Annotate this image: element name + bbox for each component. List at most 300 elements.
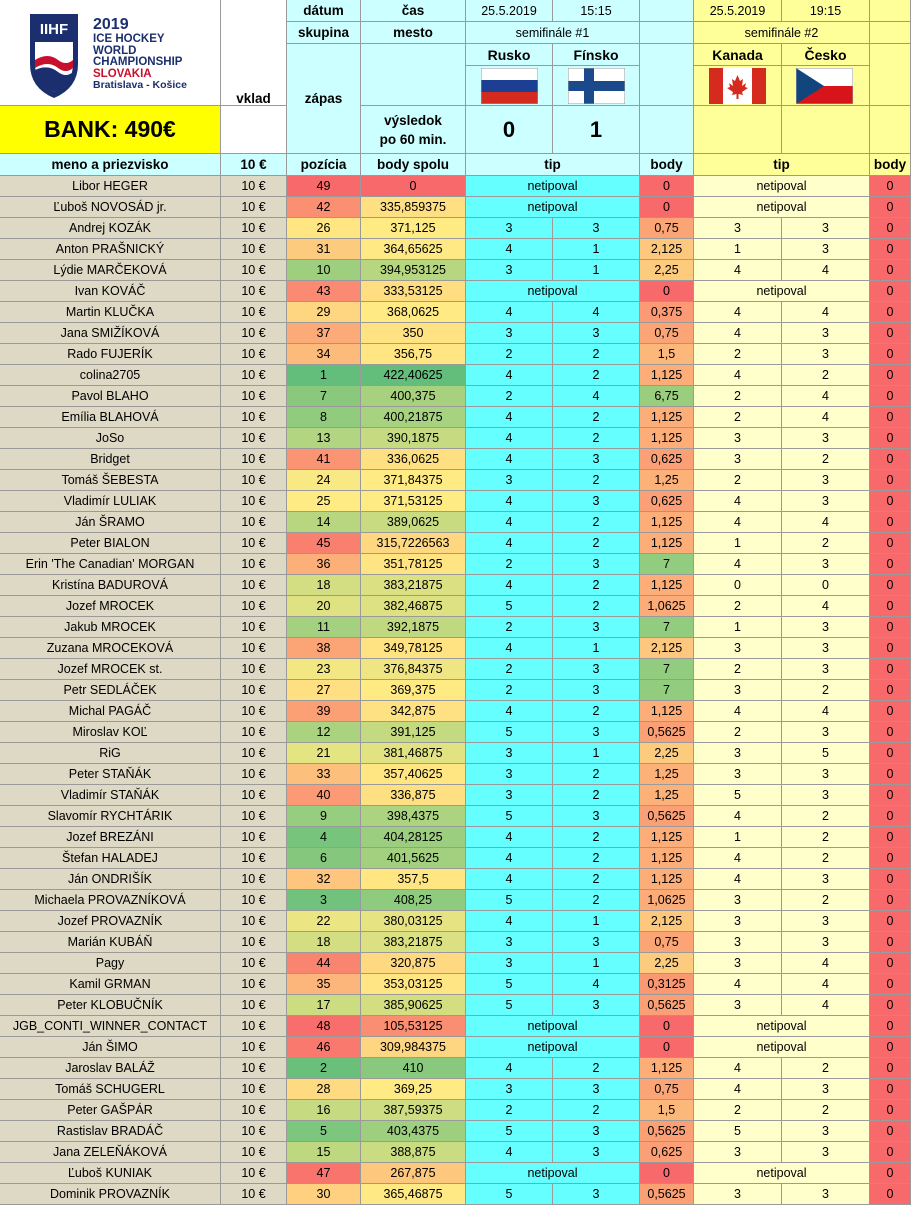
tip1-away: 2 xyxy=(553,1100,640,1121)
participant-total-points: 385,90625 xyxy=(361,995,466,1016)
tip2-home: 4 xyxy=(694,848,782,869)
tip2-home: 3 xyxy=(694,890,782,911)
participant-total-points: 342,875 xyxy=(361,701,466,722)
points-match1: 2,125 xyxy=(640,638,694,659)
finland-flag-icon xyxy=(568,68,625,104)
participant-total-points: 403,4375 xyxy=(361,1121,466,1142)
participant-total-points: 369,375 xyxy=(361,680,466,701)
participant-name: Erin 'The Canadian' MORGAN xyxy=(0,554,221,575)
tip1-home: 5 xyxy=(466,1184,553,1205)
points-match2: 0 xyxy=(870,911,911,932)
tip2-home: 2 xyxy=(694,470,782,491)
participant-position: 30 xyxy=(287,1184,361,1205)
participant-vklad: 10 € xyxy=(221,911,287,932)
participant-total-points: 404,28125 xyxy=(361,827,466,848)
participant-name: Ján ŠRAMO xyxy=(0,512,221,533)
tip2-away: 2 xyxy=(782,680,870,701)
tip1-home: 4 xyxy=(466,302,553,323)
participant-total-points: 309,984375 xyxy=(361,1037,466,1058)
match2-away: Česko xyxy=(782,44,870,66)
points-match1: 0,75 xyxy=(640,218,694,239)
participant-total-points: 400,21875 xyxy=(361,407,466,428)
participant-total-points: 369,25 xyxy=(361,1079,466,1100)
points-match2: 0 xyxy=(870,995,911,1016)
participant-position: 17 xyxy=(287,995,361,1016)
tip2-away: 3 xyxy=(782,932,870,953)
participant-total-points: 356,75 xyxy=(361,344,466,365)
points-match2: 0 xyxy=(870,365,911,386)
logo-line3: CHAMPIONSHIP xyxy=(93,56,183,68)
participant-total-points: 105,53125 xyxy=(361,1016,466,1037)
points-match1: 1,25 xyxy=(640,470,694,491)
participant-name: Slavomír RYCHTÁRIK xyxy=(0,806,221,827)
match2-date: 25.5.2019 xyxy=(694,0,782,22)
points-match1: 0,3125 xyxy=(640,974,694,995)
points-match2: 0 xyxy=(870,848,911,869)
participant-vklad: 10 € xyxy=(221,176,287,197)
participant-position: 48 xyxy=(287,1016,361,1037)
points-match1: 1,0625 xyxy=(640,596,694,617)
points-match1: 1,125 xyxy=(640,575,694,596)
participant-vklad: 10 € xyxy=(221,554,287,575)
tip1-not-submitted: netipoval xyxy=(466,197,640,218)
participant-vklad: 10 € xyxy=(221,701,287,722)
participant-position: 25 xyxy=(287,491,361,512)
points-match1: 2,25 xyxy=(640,743,694,764)
participant-position: 1 xyxy=(287,365,361,386)
participant-total-points: 394,953125 xyxy=(361,260,466,281)
participant-vklad: 10 € xyxy=(221,974,287,995)
participant-position: 2 xyxy=(287,1058,361,1079)
match2-time: 19:15 xyxy=(782,0,870,22)
tip1-home: 4 xyxy=(466,407,553,428)
tip1-not-submitted: netipoval xyxy=(466,1037,640,1058)
participant-vklad: 10 € xyxy=(221,281,287,302)
match1-away: Fínsko xyxy=(553,44,640,66)
tip1-home: 2 xyxy=(466,680,553,701)
tip1-not-submitted: netipoval xyxy=(466,281,640,302)
header-vklad: vklad xyxy=(221,44,287,154)
participant-total-points: 382,46875 xyxy=(361,596,466,617)
canada-flag-icon xyxy=(709,68,766,104)
participant-vklad: 10 € xyxy=(221,1142,287,1163)
tip1-home: 3 xyxy=(466,743,553,764)
blank xyxy=(782,106,870,154)
points-match2: 0 xyxy=(870,281,911,302)
participant-total-points: 333,53125 xyxy=(361,281,466,302)
tip1-away: 3 xyxy=(553,806,640,827)
points-match2: 0 xyxy=(870,953,911,974)
participant-vklad: 10 € xyxy=(221,302,287,323)
points-match2: 0 xyxy=(870,974,911,995)
participant-name: Peter KLOBUČNÍK xyxy=(0,995,221,1016)
participant-vklad: 10 € xyxy=(221,596,287,617)
col-header-pozicia: pozícia xyxy=(287,154,361,176)
participant-vklad: 10 € xyxy=(221,260,287,281)
participant-name: Jozef BREZÁNI xyxy=(0,827,221,848)
header-vysledok xyxy=(361,106,466,154)
tip1-not-submitted: netipoval xyxy=(466,1016,640,1037)
tip1-home: 4 xyxy=(466,848,553,869)
points-match2: 0 xyxy=(870,323,911,344)
tip2-away: 3 xyxy=(782,1184,870,1205)
tip1-away: 2 xyxy=(553,890,640,911)
points-match2: 0 xyxy=(870,1184,911,1205)
participant-vklad: 10 € xyxy=(221,638,287,659)
tip2-home: 4 xyxy=(694,260,782,281)
participant-total-points: 0 xyxy=(361,176,466,197)
points-match2: 0 xyxy=(870,575,911,596)
points-match2: 0 xyxy=(870,302,911,323)
participant-name: Jaroslav BALÁŽ xyxy=(0,1058,221,1079)
tip2-away: 3 xyxy=(782,239,870,260)
match1-away-score: 1 xyxy=(553,106,640,154)
participant-vklad: 10 € xyxy=(221,722,287,743)
participant-total-points: 364,65625 xyxy=(361,239,466,260)
tip2-home: 3 xyxy=(694,932,782,953)
header-cas: čas xyxy=(361,0,466,22)
tip2-home: 3 xyxy=(694,1184,782,1205)
tip1-away: 1 xyxy=(553,239,640,260)
participant-vklad: 10 € xyxy=(221,890,287,911)
participant-total-points: 371,125 xyxy=(361,218,466,239)
tip1-away: 1 xyxy=(553,743,640,764)
tip2-home: 2 xyxy=(694,407,782,428)
tip1-away: 3 xyxy=(553,491,640,512)
participant-vklad: 10 € xyxy=(221,869,287,890)
tip1-away: 3 xyxy=(553,659,640,680)
points-match2: 0 xyxy=(870,722,911,743)
match2-label: semifinále #2 xyxy=(694,22,870,44)
tip1-not-submitted: netipoval xyxy=(466,176,640,197)
participant-name: Lýdie MARČEKOVÁ xyxy=(0,260,221,281)
points-match1: 1,25 xyxy=(640,785,694,806)
tip1-away: 2 xyxy=(553,701,640,722)
tip2-away: 3 xyxy=(782,1079,870,1100)
tip1-home: 4 xyxy=(466,638,553,659)
tip1-away: 3 xyxy=(553,554,640,575)
participant-position: 29 xyxy=(287,302,361,323)
participant-vklad: 10 € xyxy=(221,785,287,806)
participant-position: 20 xyxy=(287,596,361,617)
participant-vklad: 10 € xyxy=(221,932,287,953)
points-match1: 1,125 xyxy=(640,428,694,449)
points-match1: 0 xyxy=(640,1037,694,1058)
participant-position: 27 xyxy=(287,680,361,701)
points-match2: 0 xyxy=(870,890,911,911)
points-match2: 0 xyxy=(870,386,911,407)
tip2-home: 3 xyxy=(694,953,782,974)
participant-total-points: 365,46875 xyxy=(361,1184,466,1205)
tip1-home: 3 xyxy=(466,218,553,239)
tip2-away: 3 xyxy=(782,617,870,638)
points-match2: 0 xyxy=(870,1079,911,1100)
points-match2: 0 xyxy=(870,659,911,680)
participant-name: Rastislav BRADÁČ xyxy=(0,1121,221,1142)
tip1-away: 3 xyxy=(553,995,640,1016)
tip2-not-submitted: netipoval xyxy=(694,197,870,218)
participant-name: Vladimír LULIAK xyxy=(0,491,221,512)
participant-total-points: 336,875 xyxy=(361,785,466,806)
logo-line1: ICE HOCKEY xyxy=(93,33,165,45)
points-match1: 7 xyxy=(640,554,694,575)
points-match1: 0 xyxy=(640,176,694,197)
participant-position: 40 xyxy=(287,785,361,806)
tip2-home: 1 xyxy=(694,239,782,260)
tip1-away: 3 xyxy=(553,617,640,638)
tip1-away: 2 xyxy=(553,869,640,890)
participant-position: 11 xyxy=(287,617,361,638)
participant-vklad: 10 € xyxy=(221,848,287,869)
points-match1: 1,125 xyxy=(640,407,694,428)
tip1-home: 4 xyxy=(466,701,553,722)
tip2-away: 3 xyxy=(782,722,870,743)
tip1-home: 5 xyxy=(466,890,553,911)
points-match1: 1,125 xyxy=(640,1058,694,1079)
tip1-home: 3 xyxy=(466,470,553,491)
tip1-home: 2 xyxy=(466,659,553,680)
participant-total-points: 357,40625 xyxy=(361,764,466,785)
tip1-home: 4 xyxy=(466,911,553,932)
tip2-home: 5 xyxy=(694,785,782,806)
points-match1: 2,25 xyxy=(640,260,694,281)
tip1-home: 2 xyxy=(466,617,553,638)
participant-vklad: 10 € xyxy=(221,512,287,533)
tip2-home: 1 xyxy=(694,617,782,638)
participant-name: Ján ŠIMO xyxy=(0,1037,221,1058)
tip1-away: 2 xyxy=(553,596,640,617)
tip1-home: 4 xyxy=(466,449,553,470)
participant-total-points: 371,84375 xyxy=(361,470,466,491)
participant-total-points: 349,78125 xyxy=(361,638,466,659)
participant-vklad: 10 € xyxy=(221,680,287,701)
tip1-away: 3 xyxy=(553,323,640,344)
match1-home: Rusko xyxy=(466,44,553,66)
participant-total-points: 398,4375 xyxy=(361,806,466,827)
participant-name: Peter STAŇÁK xyxy=(0,764,221,785)
tip2-away: 3 xyxy=(782,554,870,575)
participant-total-points: 357,5 xyxy=(361,869,466,890)
participant-vklad: 10 € xyxy=(221,659,287,680)
participant-position: 15 xyxy=(287,1142,361,1163)
tip2-away: 2 xyxy=(782,533,870,554)
points-match2: 0 xyxy=(870,470,911,491)
tip2-home: 4 xyxy=(694,491,782,512)
points-match2: 0 xyxy=(870,554,911,575)
tip2-not-submitted: netipoval xyxy=(694,281,870,302)
participant-name: Emília BLAHOVÁ xyxy=(0,407,221,428)
blank xyxy=(640,22,694,44)
participant-position: 35 xyxy=(287,974,361,995)
participant-name: Andrej KOZÁK xyxy=(0,218,221,239)
tip1-home: 3 xyxy=(466,764,553,785)
participant-name: Vladimír STAŇÁK xyxy=(0,785,221,806)
blank xyxy=(694,106,782,154)
match1-home-score: 0 xyxy=(466,106,553,154)
participant-total-points: 401,5625 xyxy=(361,848,466,869)
participant-vklad: 10 € xyxy=(221,953,287,974)
header-skupina: skupina xyxy=(287,22,361,44)
tip1-away: 3 xyxy=(553,1079,640,1100)
tip2-away: 4 xyxy=(782,407,870,428)
col-header-body1: body xyxy=(640,154,694,176)
participant-name: Jozef MROCEK st. xyxy=(0,659,221,680)
participant-vklad: 10 € xyxy=(221,386,287,407)
participant-vklad: 10 € xyxy=(221,470,287,491)
participant-vklad: 10 € xyxy=(221,1100,287,1121)
tip1-away: 2 xyxy=(553,407,640,428)
tip2-away: 5 xyxy=(782,743,870,764)
points-match1: 0,5625 xyxy=(640,995,694,1016)
points-match2: 0 xyxy=(870,344,911,365)
participant-position: 14 xyxy=(287,512,361,533)
points-match2: 0 xyxy=(870,239,911,260)
tip1-home: 4 xyxy=(466,491,553,512)
participant-position: 44 xyxy=(287,953,361,974)
tip1-home: 5 xyxy=(466,722,553,743)
tip1-away: 2 xyxy=(553,827,640,848)
tip2-home: 4 xyxy=(694,302,782,323)
participant-position: 37 xyxy=(287,323,361,344)
participant-total-points: 408,25 xyxy=(361,890,466,911)
participant-name: Tomáš SCHUGERL xyxy=(0,1079,221,1100)
tip2-home: 5 xyxy=(694,1121,782,1142)
participant-vklad: 10 € xyxy=(221,995,287,1016)
participant-vklad: 10 € xyxy=(221,1016,287,1037)
col-header-tip2: tip xyxy=(694,154,870,176)
tip2-home: 3 xyxy=(694,764,782,785)
tip2-home: 2 xyxy=(694,722,782,743)
match1-label: semifinále #1 xyxy=(466,22,640,44)
participant-position: 5 xyxy=(287,1121,361,1142)
points-match2: 0 xyxy=(870,1058,911,1079)
participant-total-points: 336,0625 xyxy=(361,449,466,470)
participant-name: Michal PAGÁČ xyxy=(0,701,221,722)
participant-total-points: 381,46875 xyxy=(361,743,466,764)
russia-flag-icon xyxy=(481,68,538,104)
participant-vklad: 10 € xyxy=(221,1079,287,1100)
header-blank xyxy=(361,44,466,106)
participant-name: Ivan KOVÁČ xyxy=(0,281,221,302)
participant-total-points: 380,03125 xyxy=(361,911,466,932)
participant-total-points: 267,875 xyxy=(361,1163,466,1184)
points-match2: 0 xyxy=(870,176,911,197)
tip1-home: 3 xyxy=(466,953,553,974)
tip2-away: 2 xyxy=(782,449,870,470)
points-match2: 0 xyxy=(870,491,911,512)
participant-vklad: 10 € xyxy=(221,827,287,848)
points-match1: 0,75 xyxy=(640,323,694,344)
participant-total-points: 391,125 xyxy=(361,722,466,743)
match1-date: 25.5.2019 xyxy=(466,0,553,22)
tip2-home: 4 xyxy=(694,806,782,827)
participant-position: 21 xyxy=(287,743,361,764)
points-match1: 1,125 xyxy=(640,512,694,533)
participant-vklad: 10 € xyxy=(221,449,287,470)
tip2-away: 2 xyxy=(782,365,870,386)
participant-name: RiG xyxy=(0,743,221,764)
tip1-home: 4 xyxy=(466,239,553,260)
participant-position: 22 xyxy=(287,911,361,932)
tip1-away: 2 xyxy=(553,575,640,596)
tip2-away: 3 xyxy=(782,218,870,239)
tip2-home: 4 xyxy=(694,1079,782,1100)
header-mesto: mesto xyxy=(361,22,466,44)
participant-vklad: 10 € xyxy=(221,1184,287,1205)
tip2-not-submitted: netipoval xyxy=(694,176,870,197)
participant-name: Peter GAŠPÁR xyxy=(0,1100,221,1121)
points-match2: 0 xyxy=(870,932,911,953)
participant-name: Ľuboš NOVOSÁD jr. xyxy=(0,197,221,218)
participant-name: Štefan HALADEJ xyxy=(0,848,221,869)
participant-total-points: 392,1875 xyxy=(361,617,466,638)
participant-total-points: 389,0625 xyxy=(361,512,466,533)
tip1-away: 1 xyxy=(553,638,640,659)
points-match1: 0,5625 xyxy=(640,806,694,827)
tip1-home: 3 xyxy=(466,1079,553,1100)
participant-name: Libor HEGER xyxy=(0,176,221,197)
tip2-home: 3 xyxy=(694,638,782,659)
tip1-away: 3 xyxy=(553,218,640,239)
points-match2: 0 xyxy=(870,638,911,659)
points-match1: 1,5 xyxy=(640,1100,694,1121)
points-match2: 0 xyxy=(870,680,911,701)
participant-vklad: 10 € xyxy=(221,491,287,512)
participant-vklad: 10 € xyxy=(221,1037,287,1058)
tip2-home: 3 xyxy=(694,743,782,764)
tip2-not-submitted: netipoval xyxy=(694,1163,870,1184)
points-match1: 1,5 xyxy=(640,344,694,365)
tip2-away: 4 xyxy=(782,596,870,617)
tip1-away: 4 xyxy=(553,974,640,995)
participant-position: 36 xyxy=(287,554,361,575)
participant-position: 24 xyxy=(287,470,361,491)
participant-name: Zuzana MROCEKOVÁ xyxy=(0,638,221,659)
points-match1: 7 xyxy=(640,659,694,680)
tip1-away: 2 xyxy=(553,470,640,491)
tip2-away: 4 xyxy=(782,260,870,281)
points-match1: 7 xyxy=(640,617,694,638)
participant-total-points: 315,7226563 xyxy=(361,533,466,554)
tip1-home: 5 xyxy=(466,1121,553,1142)
participant-name: Ján ONDRIŠÍK xyxy=(0,869,221,890)
tip2-not-submitted: netipoval xyxy=(694,1016,870,1037)
tip1-home: 4 xyxy=(466,533,553,554)
logo-text xyxy=(93,16,187,92)
iihf-emblem-icon xyxy=(8,6,98,102)
tip2-away: 2 xyxy=(782,806,870,827)
participant-position: 45 xyxy=(287,533,361,554)
participant-total-points: 383,21875 xyxy=(361,932,466,953)
tip1-home: 4 xyxy=(466,1058,553,1079)
tip1-home: 4 xyxy=(466,1142,553,1163)
tip1-away: 2 xyxy=(553,533,640,554)
tip1-away: 3 xyxy=(553,722,640,743)
participant-position: 16 xyxy=(287,1100,361,1121)
participant-vklad: 10 € xyxy=(221,764,287,785)
points-match2: 0 xyxy=(870,1100,911,1121)
tip1-away: 2 xyxy=(553,365,640,386)
points-match1: 0 xyxy=(640,197,694,218)
tip1-away: 2 xyxy=(553,848,640,869)
logo-cities: Bratislava - Košice xyxy=(93,79,187,91)
vysledok-line1: výsledok xyxy=(384,112,442,128)
col-header-body2: body xyxy=(870,154,911,176)
tip2-home: 4 xyxy=(694,365,782,386)
tip2-home: 1 xyxy=(694,533,782,554)
tip1-home: 2 xyxy=(466,1100,553,1121)
tip2-home: 4 xyxy=(694,869,782,890)
